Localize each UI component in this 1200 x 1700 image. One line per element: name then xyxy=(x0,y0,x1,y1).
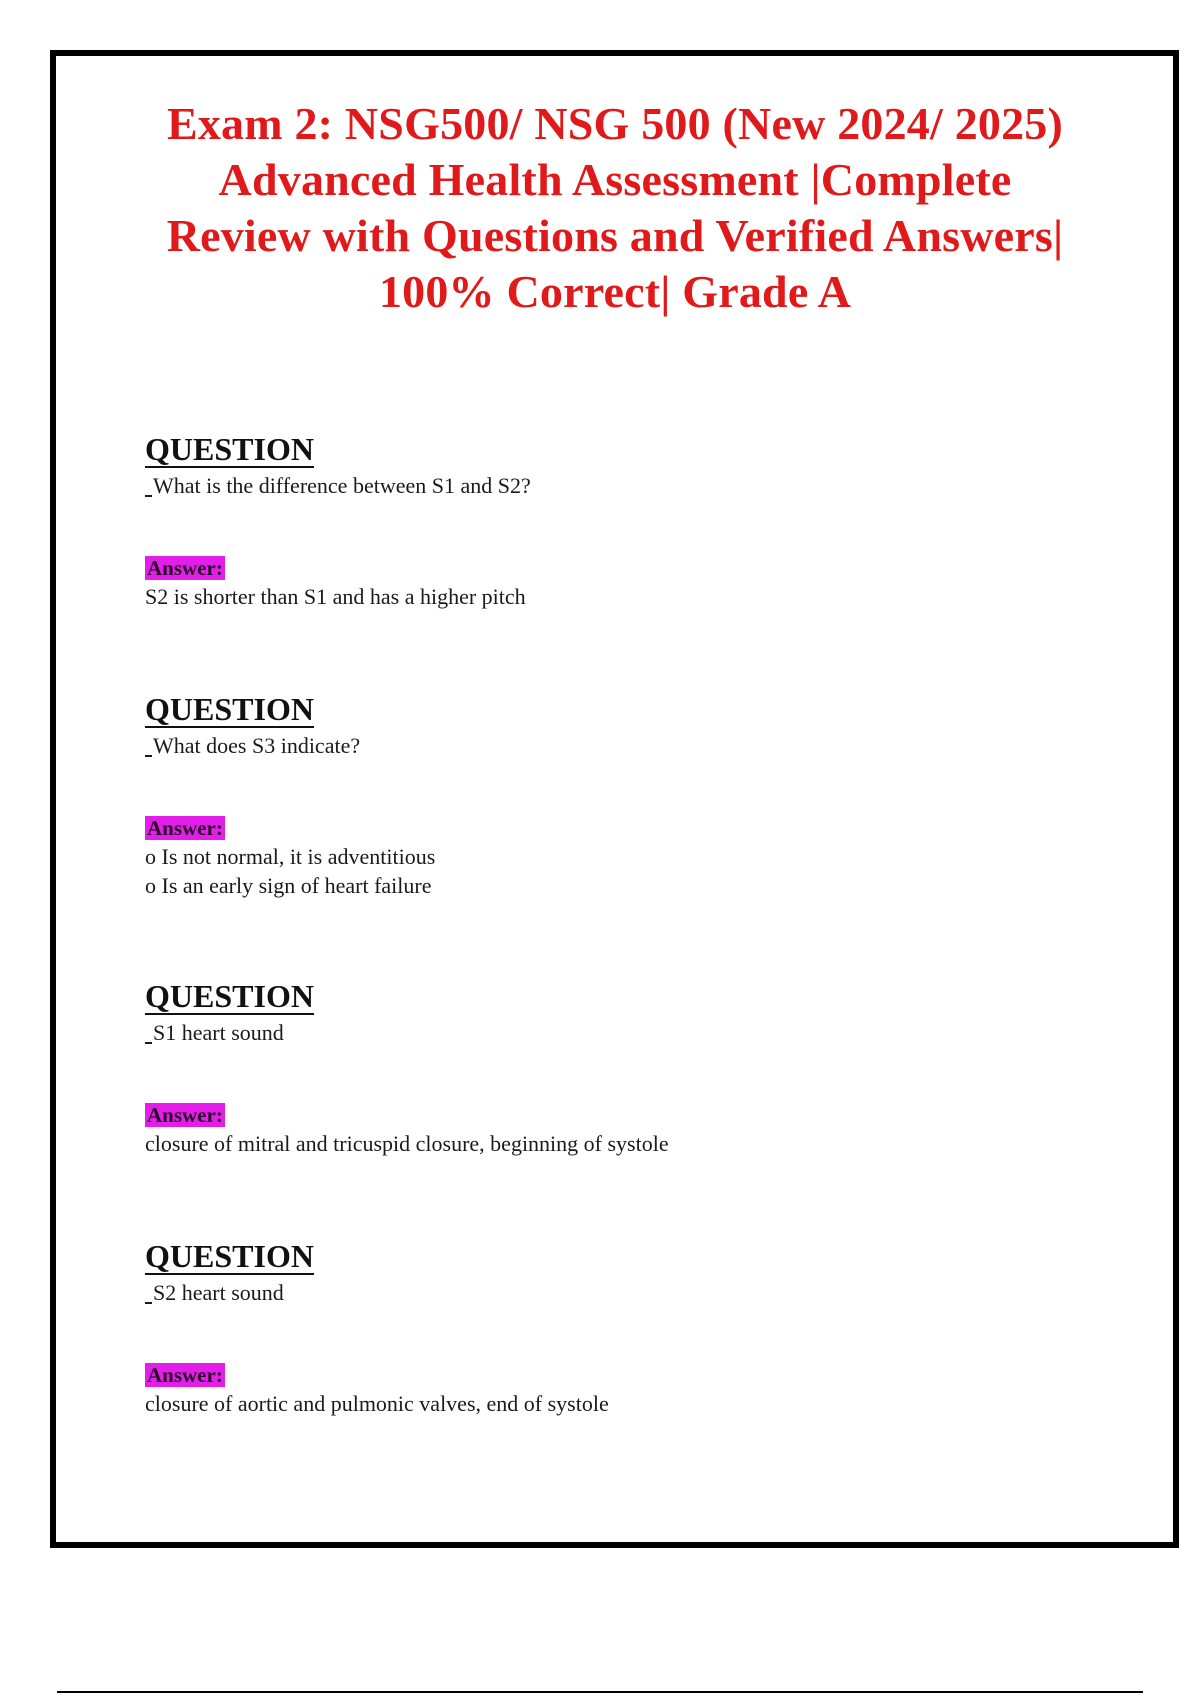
bottom-rule xyxy=(57,1691,1143,1693)
question-text: What is the difference between S1 and S2? xyxy=(145,472,1125,500)
question-heading: QUESTION xyxy=(145,691,314,727)
qa-block xyxy=(145,979,1125,1158)
document-title xyxy=(80,96,1150,320)
qa-block xyxy=(145,432,1125,611)
answer-line: closure of mitral and tricuspid closure, beginning of systole xyxy=(145,1131,669,1156)
answer-text xyxy=(145,582,1125,611)
qa-block xyxy=(145,1239,1125,1418)
answer-label: Answer: xyxy=(147,556,223,580)
question-heading: QUESTION xyxy=(145,431,314,467)
answer-text xyxy=(145,842,1125,900)
question-text: S2 heart sound xyxy=(145,1279,1125,1307)
title-line: Exam 2: NSG500/ NSG 500 (New 2024/ 2025) xyxy=(166,98,1064,149)
answer-line: S2 is shorter than S1 and has a higher pitch xyxy=(145,584,526,609)
answer-line: o Is an early sign of heart failure xyxy=(145,873,432,898)
qa-block xyxy=(145,692,1125,900)
question-heading: QUESTION xyxy=(145,978,314,1014)
answer-label: Answer: xyxy=(147,1103,223,1127)
title-line: 100% Correct| Grade A xyxy=(378,266,852,317)
answer-line: o Is not normal, it is adventitious xyxy=(145,844,436,869)
question-heading: QUESTION xyxy=(145,1238,314,1274)
title-line: Advanced Health Assessment |Complete xyxy=(218,154,1012,205)
question-text: What does S3 indicate? xyxy=(145,732,1125,760)
answer-label: Answer: xyxy=(147,1363,223,1387)
question-text: S1 heart sound xyxy=(145,1019,1125,1047)
answer-line: closure of aortic and pulmonic valves, end of systole xyxy=(145,1391,609,1416)
answer-label: Answer: xyxy=(147,816,223,840)
title-line: Review with Questions and Verified Answers| xyxy=(166,210,1064,261)
answer-text xyxy=(145,1389,1125,1418)
answer-text xyxy=(145,1129,1125,1158)
